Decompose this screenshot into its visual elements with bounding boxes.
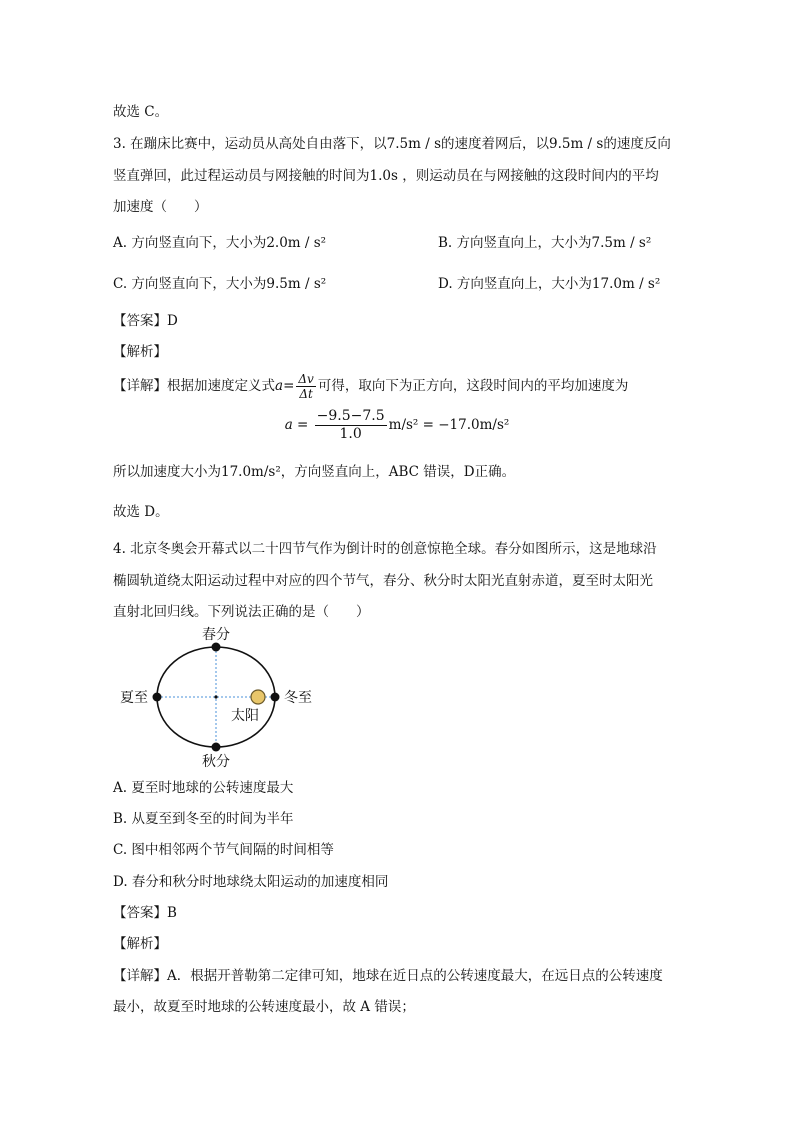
fraction-dv-dt [296,372,315,401]
question-3-stem: 3. 在蹦床比赛中，运动员从高处自由落下，以7.5m / s的速度着网后，以9.5m / s的速度反向 [113,136,671,152]
equals-sign: = [283,378,295,394]
label-winter-solstice: 冬至 [284,690,312,706]
final-answer: 故选 D。 [113,504,169,520]
option-a: A. 方向竖直向下，大小为2.0m / s² [113,235,327,251]
text-line: 故选 C。 [113,104,169,120]
equation-rhs: m/s² = −17.0m/s² [388,417,510,433]
option-c: C. 方向竖直向下，大小为9.5m / s² [113,276,327,292]
symbol-a: a [275,378,284,394]
label-autumn-equinox: 秋分 [202,754,230,770]
earth-autumn-equinox [212,743,221,752]
question-4-stem: 直射北回归线。下列说法正确的是（ ） [113,604,370,620]
detail-prefix: 【详解】根据加速度定义式 [113,378,275,394]
question-3-stem: 竖直弹回，此过程运动员与网接触的时间为1.0s ，则运动员在与网接触的这段时间内的平均 [113,168,659,184]
option-b: B. 从夏至到冬至的时间为半年 [113,811,294,827]
option-d: D. 春分和秋分时地球绕太阳运动的加速度相同 [113,874,389,890]
label-spring-equinox: 春分 [202,627,230,643]
sun-icon [251,690,265,704]
question-4-stem: 椭圆轨道绕太阳运动过程中对应的四个节气，春分、秋分时太阳光直射赤道，夏至时太阳光 [113,573,653,589]
option-d: D. 方向竖直向上，大小为17.0m / s² [438,276,661,292]
equation [0,408,794,443]
question-3-stem: 加速度（ ） [113,199,208,215]
fraction-denominator: Δt [299,387,313,401]
equation-numerator: −9.5−7.5 [316,408,385,424]
detail-line: 【详解】A．根据开普勒第二定律可知，地球在近日点的公转速度最大，在远日点的公转速度 [113,968,663,984]
label-sun: 太阳 [231,708,259,724]
option-b: B. 方向竖直向上，大小为7.5m / s² [438,235,652,251]
earth-winter-solstice [271,693,280,702]
analysis-label: 【解析】 [113,344,167,360]
question-4-stem: 4. 北京冬奥会开幕式以二十四节气作为倒计时的创意惊艳全球。春分如图所示，这是地球沿 [113,541,657,557]
detail-line: 最小，故夏至时地球的公转速度最小，故 A 错误； [113,999,415,1015]
equation-fraction [315,408,387,443]
option-a: A. 夏至时地球的公转速度最大 [113,780,294,796]
earth-spring-equinox [212,643,221,652]
answer-label: 【答案】D [113,313,178,329]
option-c: C. 图中相邻两个节气间隔的时间相等 [113,842,334,858]
center-dot [214,695,217,698]
analysis-label: 【解析】 [113,936,167,952]
detail-line [113,372,628,401]
conclusion-line: 所以加速度大小为17.0m/s²，方向竖直向上，ABC 错误，D正确。 [113,464,516,480]
earth-summer-solstice [153,693,162,702]
orbit-diagram [110,620,330,770]
label-summer-solstice: 夏至 [120,690,148,706]
equation-lhs: a = [284,417,309,433]
fraction-numerator: Δv [298,372,314,386]
answer-label: 【答案】B [113,905,177,921]
equation-denominator: 1.0 [339,426,362,442]
detail-suffix: 可得，取向下为正方向，这段时间内的平均加速度为 [317,378,629,394]
